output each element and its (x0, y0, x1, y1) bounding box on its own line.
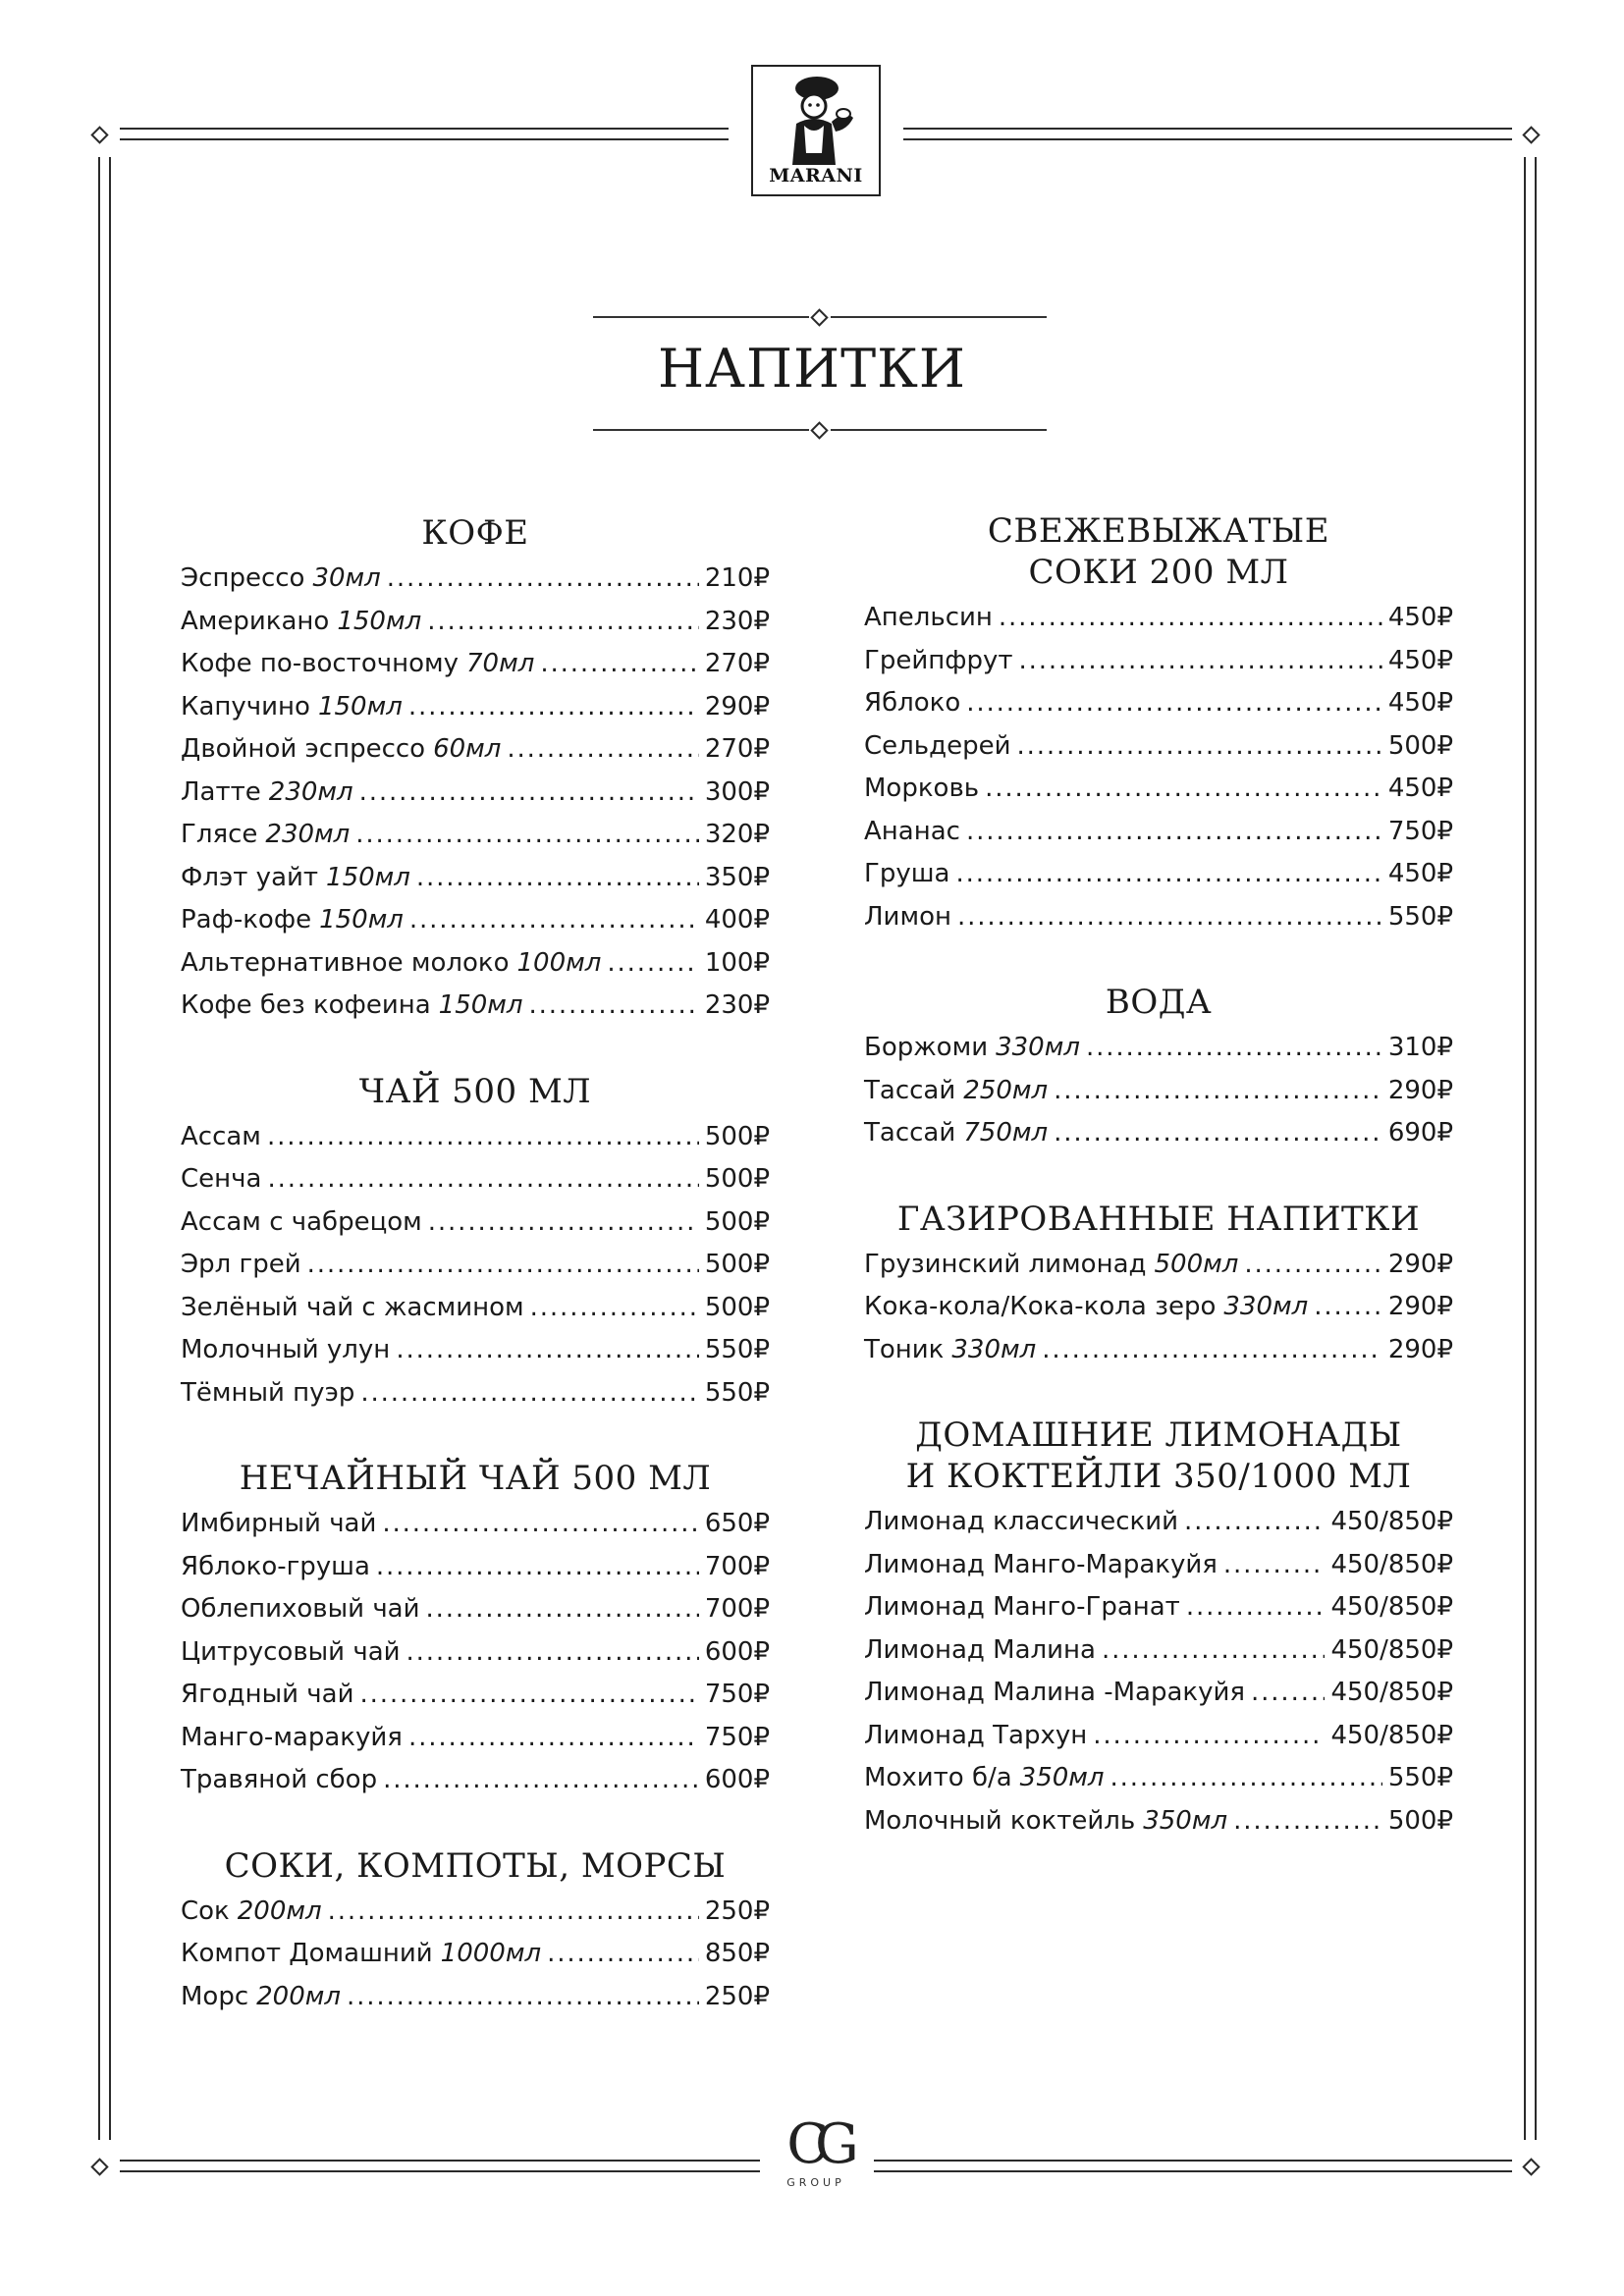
item-volume: 330мл (996, 1033, 1080, 1062)
dot-leader (382, 1509, 698, 1538)
dot-leader (387, 563, 699, 593)
item-name: Кока-кола/Кока-кола зеро (864, 1292, 1217, 1321)
menu-section (864, 1199, 1453, 1378)
dot-leader (1102, 1635, 1325, 1665)
item-price: 850₽ (704, 1939, 770, 1968)
dot-leader (966, 817, 1382, 846)
dot-leader (409, 905, 699, 934)
menu-item (864, 1292, 1453, 1335)
item-price: 550₽ (1387, 901, 1453, 932)
menu-item (181, 1896, 770, 1940)
item-volume: 230мл (268, 776, 353, 807)
menu-section (864, 982, 1453, 1161)
item-price: 350₽ (704, 862, 770, 892)
menu-section (181, 1845, 770, 2025)
frame-top-left-outer (120, 128, 729, 130)
dot-leader (1019, 646, 1382, 675)
menu-item (864, 1550, 1453, 1593)
item-price: 690₽ (1387, 1118, 1453, 1148)
left-column (181, 512, 770, 2061)
corner-diamond-top-left (90, 126, 108, 143)
menu-section (181, 512, 770, 1034)
dot-leader (383, 1765, 699, 1794)
dot-leader (1054, 1076, 1382, 1105)
item-price: 300₽ (704, 776, 770, 807)
section-title-line: ДОМАШНИЕ ЛИМОНАДЫ (915, 1415, 1402, 1455)
menu-item (864, 774, 1453, 817)
item-name: Ассам (181, 1121, 261, 1151)
menu-item (181, 1765, 770, 1808)
item-price: 290₽ (1387, 1292, 1453, 1321)
marani-logo (751, 65, 881, 196)
title-rule-top-right (831, 316, 1047, 318)
item-price: 450/850₽ (1330, 1507, 1453, 1536)
frame-bottom-right-inner (874, 2170, 1512, 2172)
menu-item (864, 902, 1453, 945)
item-name: Латте (181, 776, 261, 807)
item-volume: 330мл (951, 1334, 1037, 1364)
frame-left-inner (109, 157, 111, 2140)
dot-leader (529, 990, 699, 1020)
dot-leader (376, 1552, 699, 1581)
cg-subtitle: GROUP (786, 2176, 845, 2189)
item-price: 250₽ (704, 1896, 770, 1926)
dot-leader (1054, 1118, 1382, 1148)
item-name: Ананас (864, 816, 960, 846)
menu-item (181, 1939, 770, 1982)
item-price: 270₽ (704, 734, 770, 764)
item-name: Молочный улун (181, 1335, 391, 1364)
menu-item (181, 734, 770, 777)
logo-text: MARANI (769, 165, 863, 187)
dot-leader (1110, 1763, 1382, 1792)
dot-leader (1086, 1033, 1382, 1062)
item-name: Ягодный чай (181, 1680, 354, 1709)
menu-item (181, 990, 770, 1034)
section-title-line: ВОДА (1105, 983, 1213, 1022)
menu-section (864, 1415, 1453, 1848)
menu-item (864, 646, 1453, 689)
item-volume: 100мл (516, 947, 602, 978)
dot-leader (360, 1378, 698, 1408)
menu-item (181, 1509, 770, 1552)
item-volume: 150мл (438, 990, 523, 1020)
item-volume: 70мл (466, 649, 535, 678)
dot-leader (547, 1939, 699, 1968)
section-title (864, 1199, 1453, 1240)
section-title (181, 1845, 770, 1887)
frame-bottom-left-inner (120, 2170, 760, 2172)
dot-leader (966, 688, 1382, 718)
menu-item (181, 1122, 770, 1165)
item-name: Манго-маракуйя (181, 1722, 403, 1752)
menu-item (181, 1250, 770, 1293)
item-name: Сок (181, 1896, 230, 1926)
item-price: 250₽ (704, 1981, 770, 2011)
dot-leader (359, 777, 699, 807)
item-volume: 60мл (433, 734, 502, 764)
dot-leader (396, 1335, 699, 1364)
menu-item (864, 1076, 1453, 1119)
item-price: 600₽ (704, 1636, 770, 1667)
menu-item (181, 1680, 770, 1723)
section-title (864, 982, 1453, 1023)
item-price: 650₽ (704, 1509, 770, 1538)
item-price: 450₽ (1387, 603, 1453, 632)
menu-section (181, 1458, 770, 1808)
menu-item (864, 1635, 1453, 1679)
item-price: 290₽ (1387, 1075, 1453, 1105)
menu-item (864, 1118, 1453, 1161)
frame-top-right-inner (903, 138, 1512, 140)
title-diamond-top (810, 308, 828, 326)
corner-diamond-bottom-left (90, 2158, 108, 2175)
item-volume: 1000мл (440, 1939, 542, 1968)
menu-item (864, 731, 1453, 774)
item-price: 550₽ (1387, 1763, 1453, 1792)
item-price: 500₽ (1387, 1805, 1453, 1836)
dot-leader (540, 649, 699, 678)
menu-item (181, 905, 770, 948)
item-price: 400₽ (704, 905, 770, 934)
item-name: Эспрессо (181, 563, 305, 593)
item-price: 450/850₽ (1330, 1592, 1453, 1622)
section-title (181, 512, 770, 554)
item-volume: 150мл (319, 905, 404, 934)
item-price: 500₽ (704, 1292, 770, 1322)
section-title (181, 1458, 770, 1499)
item-name: Имбирный чай (181, 1509, 377, 1538)
item-price: 450₽ (1387, 645, 1453, 675)
dot-leader (530, 1293, 699, 1322)
menu-item (181, 1982, 770, 2025)
dot-leader (985, 774, 1382, 803)
frame-bottom-right-outer (874, 2160, 1512, 2162)
item-volume: 150мл (337, 606, 422, 636)
section-title-line-2: И КОКТЕЙЛИ 350/1000 МЛ (905, 1457, 1412, 1496)
item-volume: 750мл (963, 1118, 1049, 1148)
item-price: 230₽ (704, 990, 770, 1020)
section-title-line: НЕЧАЙНЫЙ ЧАЙ 500 МЛ (239, 1459, 712, 1498)
menu-item (864, 1507, 1453, 1550)
dot-leader (427, 607, 699, 636)
menu-item (864, 1335, 1453, 1378)
item-price: 290₽ (1387, 1334, 1453, 1364)
cg-group-logo (782, 2112, 850, 2189)
item-name: Флэт уайт (181, 862, 319, 892)
item-price: 450/850₽ (1330, 1634, 1453, 1665)
item-price: 500₽ (704, 1121, 770, 1151)
menu-item (864, 688, 1453, 731)
dot-leader (1314, 1292, 1382, 1321)
dot-leader (1186, 1592, 1326, 1622)
item-name: Лимонад Малина (864, 1634, 1096, 1665)
item-name: Тёмный пуэр (181, 1377, 355, 1408)
item-price: 500₽ (704, 1250, 770, 1279)
item-price: 290₽ (1387, 1249, 1453, 1279)
item-name: Кофе без кофеина (181, 990, 431, 1020)
item-price: 270₽ (704, 649, 770, 678)
dot-leader (1184, 1507, 1325, 1536)
menu-item (864, 1033, 1453, 1076)
dot-leader (408, 692, 699, 721)
menu-item (181, 1637, 770, 1681)
menu-item (864, 1721, 1453, 1764)
item-volume: 150мл (317, 691, 403, 721)
menu-item (181, 1164, 770, 1207)
menu-item (181, 1552, 770, 1595)
item-name: Эрл грей (181, 1250, 301, 1279)
item-volume: 350мл (1143, 1805, 1228, 1836)
chef-illustration-icon (775, 75, 859, 165)
right-column (864, 510, 1453, 1886)
dot-leader (955, 859, 1381, 888)
item-name: Боржоми (864, 1033, 989, 1062)
section-title (864, 1415, 1453, 1497)
item-volume: 500мл (1154, 1249, 1239, 1279)
item-name: Альтернативное молоко (181, 947, 510, 978)
item-volume: 200мл (256, 1981, 341, 2011)
menu-item (181, 1293, 770, 1336)
section-title (181, 1071, 770, 1112)
item-name: Зелёный чай с жасмином (181, 1292, 524, 1322)
menu-item (181, 1335, 770, 1378)
title-diamond-bottom (810, 421, 828, 439)
item-name: Яблоко (864, 688, 961, 718)
menu-item (864, 603, 1453, 646)
item-name: Капучино (181, 691, 310, 721)
title-rule-top-left (593, 316, 809, 318)
item-name: Грейпфрут (864, 645, 1013, 675)
item-price: 310₽ (1387, 1033, 1453, 1062)
menu-item (864, 1763, 1453, 1806)
section-title-line: СОКИ, КОМПОТЫ, МОРСЫ (224, 1845, 727, 1886)
menu-item (181, 1378, 770, 1421)
item-price: 320₽ (704, 820, 770, 849)
item-name: Тассай (864, 1118, 956, 1148)
item-price: 450₽ (1387, 859, 1453, 888)
item-name: Сельдерей (864, 730, 1011, 761)
item-name: Морс (181, 1981, 249, 2011)
item-name: Тоник (864, 1334, 945, 1364)
item-volume: 30мл (312, 563, 381, 593)
menu-item (864, 1250, 1453, 1293)
dot-leader (307, 1250, 699, 1279)
item-price: 500₽ (704, 1206, 770, 1237)
title-rule-bottom-right (831, 429, 1047, 431)
item-price: 750₽ (704, 1680, 770, 1709)
item-price: 290₽ (704, 691, 770, 721)
section-title-line: СВЕЖЕВЫЖАТЫЕ (987, 511, 1330, 551)
corner-diamond-top-right (1522, 126, 1540, 143)
dot-leader (347, 1982, 699, 2011)
item-name: Ассам с чабрецом (181, 1206, 422, 1237)
menu-item (181, 563, 770, 607)
dot-leader (267, 1122, 699, 1151)
dot-leader (1244, 1250, 1381, 1279)
item-name: Сенча (181, 1164, 262, 1194)
item-price: 450₽ (1387, 774, 1453, 803)
item-name: Лимон (864, 901, 951, 932)
item-name: Лимонад классический (864, 1507, 1179, 1536)
menu-item (181, 692, 770, 735)
menu-section (864, 510, 1453, 944)
item-name: Груша (864, 859, 950, 888)
item-name: Морковь (864, 774, 980, 803)
item-name: Глясе (181, 820, 258, 849)
menu-item (181, 1723, 770, 1766)
dot-leader (607, 948, 698, 978)
section-title-line: ЧАЙ 500 МЛ (358, 1071, 592, 1111)
item-name: Лимонад Тархун (864, 1720, 1088, 1750)
item-name: Кофе по-восточному (181, 649, 459, 678)
page-title: НАПИТКИ (657, 338, 967, 400)
dot-leader (428, 1207, 699, 1237)
item-price: 550₽ (704, 1377, 770, 1408)
item-name: Лимонад Малина -Маракуйя (864, 1678, 1246, 1707)
dot-leader (328, 1896, 699, 1926)
dot-leader (1223, 1550, 1326, 1579)
item-name: Тассай (864, 1075, 956, 1105)
dot-leader (355, 820, 699, 849)
menu-item (864, 1592, 1453, 1635)
item-name: Молочный коктейль (864, 1805, 1136, 1836)
dot-leader (426, 1594, 699, 1624)
item-price: 750₽ (704, 1722, 770, 1752)
dot-leader (1016, 731, 1381, 761)
dot-leader (360, 1680, 699, 1709)
dot-leader (507, 734, 698, 764)
item-price: 500₽ (1387, 730, 1453, 761)
item-name: Грузинский лимонад (864, 1249, 1147, 1279)
item-volume: 250мл (963, 1075, 1049, 1105)
dot-leader (267, 1164, 698, 1194)
cg-mark: CG (786, 2112, 845, 2176)
menu-item (181, 777, 770, 821)
dot-leader (1093, 1721, 1325, 1750)
item-volume: 230мл (265, 820, 351, 849)
item-price: 700₽ (704, 1594, 770, 1624)
dot-leader (1251, 1678, 1325, 1707)
item-volume: 330мл (1223, 1292, 1309, 1321)
menu-item (181, 1207, 770, 1251)
item-name: Апельсин (864, 603, 993, 632)
menu-item (864, 1806, 1453, 1849)
item-name: Лимонад Манго-Гранат (864, 1592, 1180, 1622)
dot-leader (416, 863, 699, 892)
frame-bottom-left-outer (120, 2160, 760, 2162)
menu-item (181, 863, 770, 906)
item-price: 230₽ (704, 606, 770, 636)
frame-top-left-inner (120, 138, 729, 140)
item-price: 750₽ (1387, 816, 1453, 846)
menu-item (864, 817, 1453, 860)
menu-item (864, 1678, 1453, 1721)
section-title-line-2: СОКИ 200 МЛ (1028, 553, 1289, 592)
item-volume: 200мл (237, 1896, 322, 1926)
item-price: 100₽ (704, 947, 770, 978)
item-name: Яблоко-груша (181, 1551, 370, 1581)
dot-leader (408, 1723, 699, 1752)
frame-left-outer (98, 157, 100, 2140)
item-price: 600₽ (704, 1765, 770, 1794)
dot-leader (957, 902, 1382, 932)
item-volume: 350мл (1019, 1763, 1105, 1792)
item-volume: 150мл (326, 862, 410, 892)
title-rule-bottom-left (593, 429, 809, 431)
frame-right-inner (1535, 157, 1537, 2140)
menu-item (181, 948, 770, 991)
item-name: Двойной эспрессо (181, 734, 426, 764)
frame-top-right-outer (903, 128, 1512, 130)
item-name: Цитрусовый чай (181, 1636, 401, 1667)
item-price: 500₽ (704, 1164, 770, 1194)
item-price: 450/850₽ (1330, 1678, 1453, 1707)
menu-section (181, 1071, 770, 1421)
item-price: 550₽ (704, 1335, 770, 1364)
item-name: Компот Домашний (181, 1939, 433, 1968)
frame-right-outer (1524, 157, 1526, 2140)
item-name: Лимонад Манго-Маракуйя (864, 1549, 1218, 1579)
menu-item (181, 1594, 770, 1637)
item-name: Раф-кофе (181, 905, 312, 934)
menu-item (864, 859, 1453, 902)
item-price: 210₽ (704, 563, 770, 593)
item-name: Травяной сбор (181, 1765, 378, 1794)
item-name: Мохито б/а (864, 1763, 1012, 1792)
menu-item (181, 649, 770, 692)
dot-leader (999, 603, 1382, 632)
dot-leader (1233, 1806, 1382, 1836)
dot-leader (1042, 1335, 1382, 1364)
menu-item (181, 820, 770, 863)
item-price: 450/850₽ (1330, 1720, 1453, 1750)
item-price: 700₽ (704, 1551, 770, 1581)
section-title-line: ГАЗИРОВАННЫЕ НАПИТКИ (896, 1199, 1421, 1239)
menu-item (181, 607, 770, 650)
item-price: 450₽ (1387, 688, 1453, 718)
corner-diamond-bottom-right (1522, 2158, 1540, 2175)
item-name: Облепиховый чай (181, 1594, 420, 1624)
item-price: 450/850₽ (1330, 1549, 1453, 1579)
dot-leader (406, 1637, 699, 1667)
item-name: Американо (181, 606, 330, 636)
section-title-line: КОФЕ (421, 513, 529, 553)
section-title (864, 510, 1453, 593)
